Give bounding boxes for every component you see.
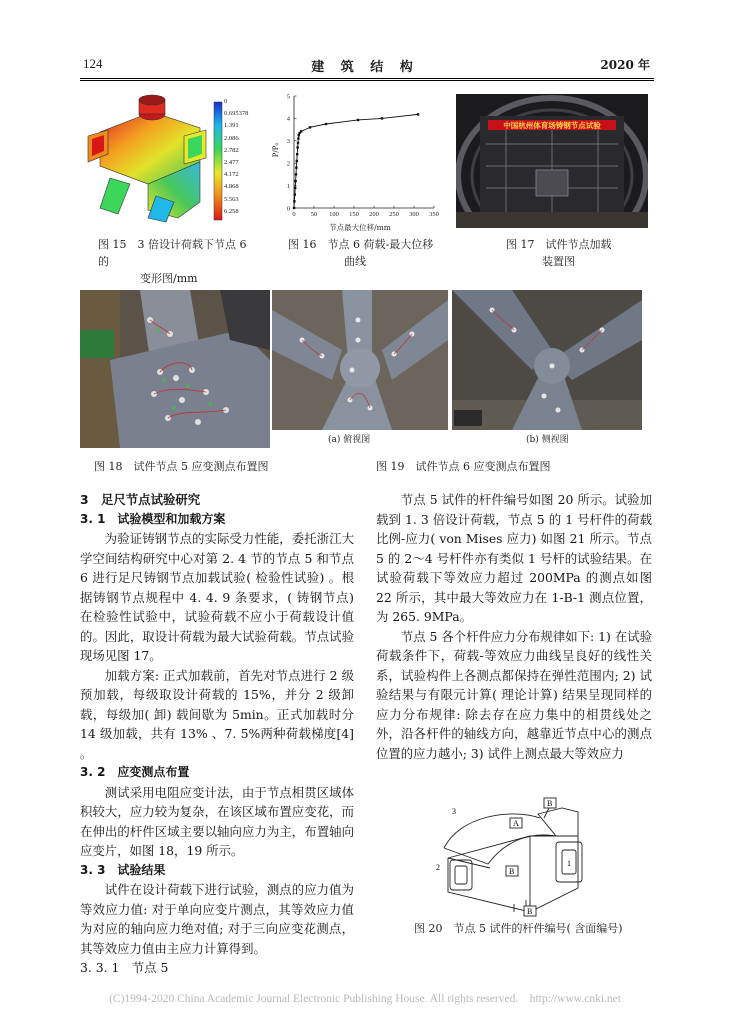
x-tick-label: 150 [349,211,359,218]
data-point [297,137,299,139]
load-displacement-chart [262,88,440,234]
header-rule [80,80,654,81]
colorbar-label: 4.868 [224,183,239,191]
x-tick-label: 50 [310,211,318,218]
data-point [293,207,295,209]
data-point [296,146,298,148]
data-point [298,134,300,136]
data-point [294,187,296,189]
colorbar-label: 2.477 [224,159,239,167]
paragraph: 节点 5 试件的杆件编号如图 20 所示。试验加载到 1. 3 倍设计荷载，节点 5 的 1 号杆件的荷载比例-应力( von Mises 应力) 如图 21 所示。节点 5 的 2～4 号杆件亦有类似 1 号杆的试验结果。在试验荷载下等效应力超过 200MPa 的测点如图 22 所示，其中最大等效应力在 1-B-1 测点位置，为 265. 9MPa。 [376,492,652,624]
member-label: 2 [436,863,440,872]
fig18-photo [80,290,270,448]
y-tick-label: 4 [286,115,290,123]
fig15-image [82,92,258,230]
fig16-caption: 图 16 节点 6 荷载-最大位移 曲线 [288,238,434,268]
y-tick-label: 1 [286,182,290,190]
data-point [357,119,359,121]
page-number: 124 [83,56,103,71]
data-point [417,113,419,115]
x-tick-label: 200 [369,211,379,218]
x-tick-label: 250 [389,211,399,218]
fig20-caption: 图 20 节点 5 试件的杆件编号( 含面编号) [414,922,623,935]
x-tick-label: 0 [292,211,296,218]
section-heading: 3. 3 试验结果 [80,862,166,877]
face-label: B [509,867,515,876]
issue-year: 2020 年 [600,58,650,72]
paragraph: 为验证铸钢节点的实际受力性能，委托浙江大学空间结构研究中心对第 2. 4 节的节点 5 和节点 6 进行足尺铸钢节点加载试验( 检验性试验) 。根据铸钢节点规程中 4. 4. 9 条要求，( 铸钢节点) 在检验性试验中，试验荷载不应小于荷载设计值的。因此，取设计荷载为最大试验荷载。节点试验现场见图 17。 [80,531,354,663]
fig19b-photo [452,290,642,430]
data-point [309,126,311,128]
y-tick-label: 3 [286,138,290,146]
copyright-footer: (C)1994-2020 China Academic Journal Electronic Publishing House. All rights reserved. http://www.cnki.net [109,993,621,1005]
data-point [295,166,297,168]
fig18-caption: 图 18 试件节点 5 应变测点布置图 [94,460,269,473]
data-point [297,142,299,144]
y-axis-label: P/P₀ [272,142,280,158]
data-point [296,160,298,162]
fig19-caption: 图 19 试件节点 6 应变测点布置图 [376,460,551,473]
x-tick-label: 300 [409,211,419,218]
fig17-caption: 图 17 试件节点加载 装置图 [506,238,612,268]
fig19a-photo [272,290,448,430]
member-label: 3 [452,807,456,816]
data-point [294,193,296,195]
data-point [295,173,297,175]
colorbar-label: 4.172 [224,171,239,179]
colorbar-label: 2.782 [224,146,239,154]
data-point [293,200,295,202]
fig19-subcaption-b: (b) 侧视图 [526,435,569,445]
x-tick-label: 100 [329,211,339,218]
header-rule [80,78,654,79]
y-tick-label: 5 [286,93,290,101]
x-axis-label: 节点最大位移/mm [329,223,391,232]
fig17-photo [456,94,648,228]
data-point [296,153,298,155]
journal-title: 建 筑 结 构 [311,60,419,75]
fig20-diagram [430,796,604,918]
member-label: 1 [567,859,571,868]
right-column [376,490,652,763]
colorbar-label: 0.695378 [224,110,249,118]
colorbar-label: 1.391 [224,122,239,130]
x-tick-label: 350 [429,211,439,218]
paragraph: 测试采用电阻应变计法，由于节点相贯区域体积较大，应力较为复杂，在该区域布置应变花，而在伸出的杆件区域主要以轴向应力为主，布置轴向应变片，如图 18，19 所示。 [80,784,354,858]
paragraph: 节点 5 各个杆件应力分布规律如下: 1) 在试验荷载条件下，荷载-等效应力曲线呈良好的线性关系，试验构件上各测点都保持在弹性范围内; 2) 试验结果与有限元计算( 理论计算) 结果呈现同样的应力分布规律: 除去存在应力集中的相贯线处之外，沿各杆件的轴线方向，越靠近节点中心的测点位置的应力越小; 3) 试件上测点最大等效应力 [376,628,652,761]
data-point [294,180,296,182]
face-label: B [527,907,533,916]
section-heading: 3. 1 试验模型和加载方案 [80,511,226,526]
fig16-chart [262,88,440,234]
section-heading: 3. 3. 1 节点 5 [80,960,169,975]
left-column [80,490,354,978]
colorbar-label: 0 [224,98,228,105]
section-heading: 3. 2 应变测点布置 [80,765,190,779]
section-heading: 3 足尺节点试验研究 [80,492,201,507]
series-line [294,114,418,208]
data-point [381,117,383,119]
fig19-subcaption-a: (a) 俯视图 [328,435,371,445]
banner-text: 中国杭州体育场铸钢节点试验 [503,121,601,130]
y-tick-label: 0 [286,205,290,213]
face-label: A [513,819,519,828]
colorbar-label: 5.563 [224,195,239,203]
fig15-caption: 图 15 3 倍设计荷载下节点 6 的 变形图/mm [98,238,247,285]
paragraph: 加载方案: 正式加载前，首先对节点进行 2 级预加载，每级取设计荷载的 15%，并分 2 级卸载，每级加( 卸) 载间歇为 5min。正式加载时分 14 级加载，共有 13% 、7. 5%两种荷载梯度[4] 。 [80,667,354,761]
data-point [300,130,302,132]
paragraph: 试件在设计荷载下进行试验，测点的应力值为等效应力值: 对于单向应变片测点，其等效应力值为对应的轴向应力绝对值; 对于三向应变花测点，其等效应力值由主应力计算得到。 [80,882,354,956]
colorbar-label: 2.086 [224,134,239,142]
y-tick-label: 2 [286,160,290,168]
data-point [325,123,327,125]
colorbar-label: 6.258 [224,207,239,215]
face-label: B [547,799,553,808]
